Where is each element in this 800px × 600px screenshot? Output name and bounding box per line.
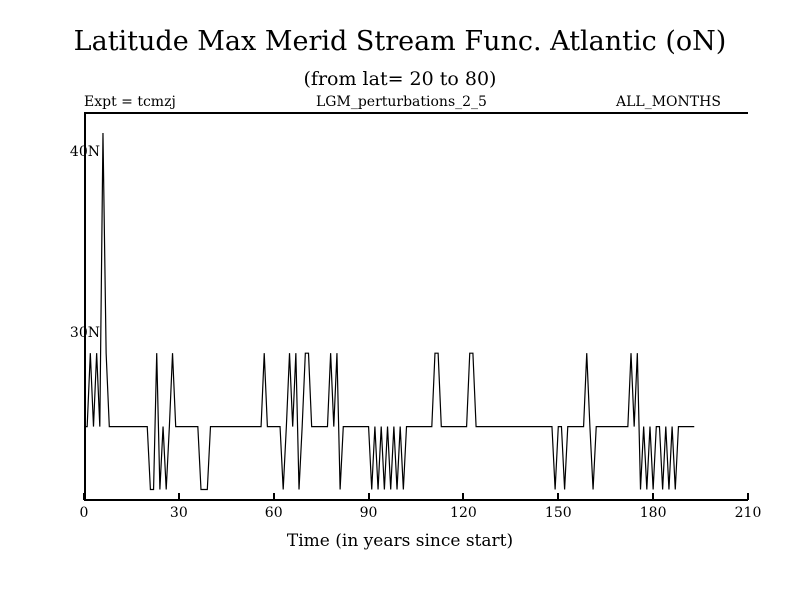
run-label: LGM_perturbations_2_5 [316,94,487,110]
page-title: Latitude Max Merid Stream Func. Atlantic (oN) [73,26,727,57]
x-tick-mark [178,493,180,500]
y-tick-label: 30N [69,325,100,341]
x-tick-mark [652,493,654,500]
x-tick-mark [368,493,370,500]
data-polyline [84,133,694,490]
x-tick-label: 0 [79,505,89,521]
x-tick-mark [273,493,275,500]
x-tick-label: 60 [264,505,283,521]
x-tick-label: 210 [734,505,762,521]
months-label: ALL_MONTHS [616,94,721,110]
page-subtitle: (from lat= 20 to 80) [303,68,497,90]
x-axis-title: Time (in years since start) [286,531,514,551]
x-tick-label: 120 [450,505,477,521]
series-line [84,112,748,500]
x-tick-label: 30 [169,505,188,521]
experiment-label: Expt = tcmzj [84,94,176,110]
x-tick-label: 150 [544,505,572,521]
x-tick-label: 180 [639,505,667,521]
x-tick-mark [557,493,559,500]
x-tick-mark [747,493,749,500]
y-tick-label: 40N [69,144,100,160]
x-tick-label: 90 [359,505,378,521]
x-tick-mark [83,493,85,500]
x-tick-mark [462,493,464,500]
